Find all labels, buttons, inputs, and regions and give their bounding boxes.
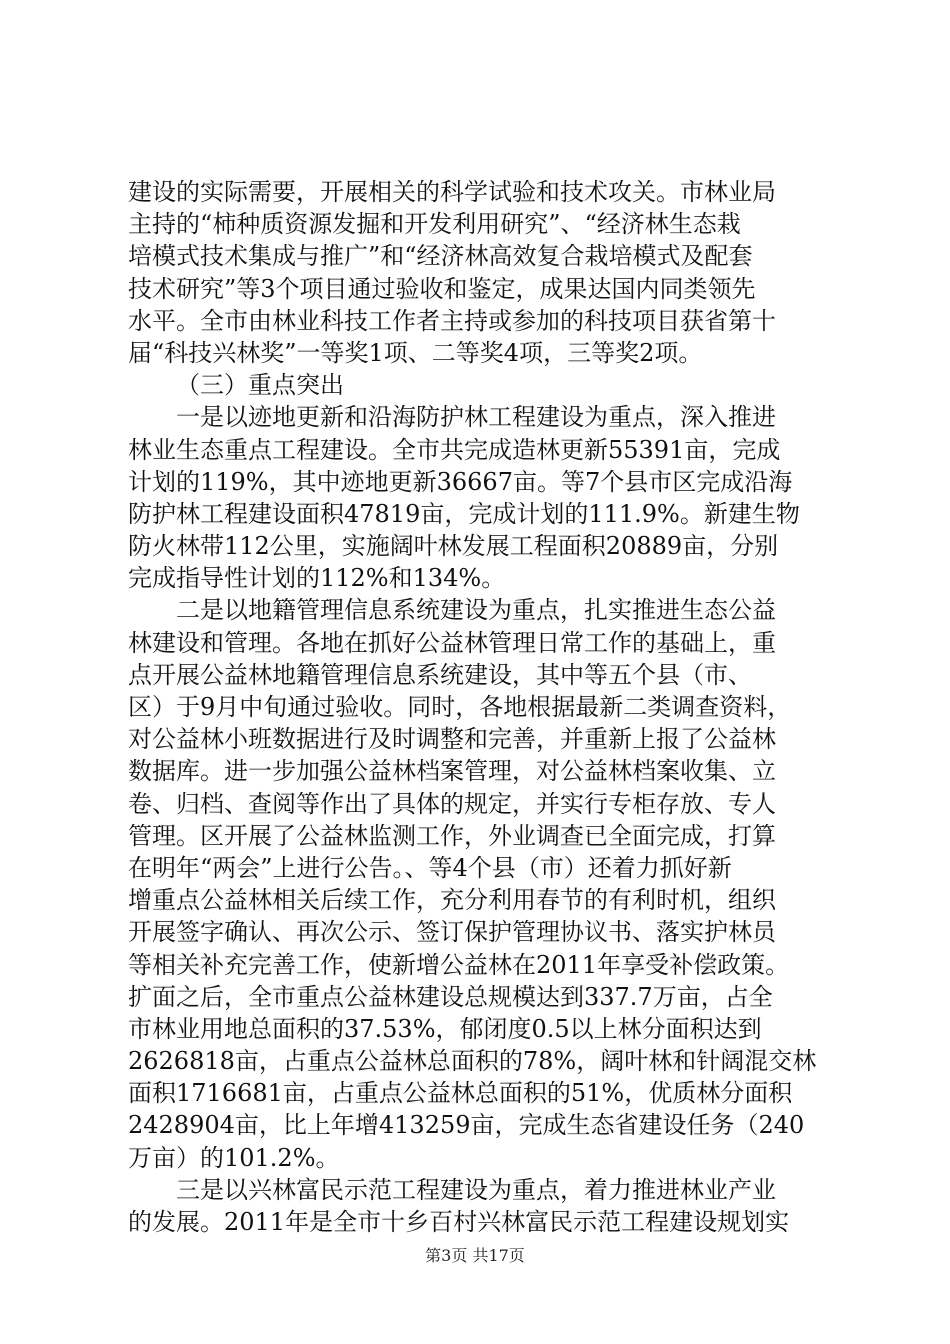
text-line: 培模式技术集成与推广”和“经济林高效复合栽培模式及配套	[128, 242, 753, 271]
text-line: 一是以迹地更新和沿海防护林工程建设为重点，深入推进	[176, 403, 776, 432]
text-line: 二是以地籍管理信息系统建设为重点，扎实推进生态公益	[176, 596, 776, 625]
text-line: 万亩）的101.2%。	[128, 1143, 340, 1172]
text-line: 建设的实际需要，开展相关的科学试验和技术攻关。市林业局	[128, 178, 776, 206]
text-line: 扩面之后，全市重点公益林建设总规模达到337.7万亩，占全	[128, 982, 773, 1011]
text-line: 开展签字确认、再次公示、签订保护管理协议书、落实护林员	[128, 918, 776, 947]
text-line: 防护林工程建设面积47819亩，完成计划的111.9%。新建生物	[128, 499, 800, 528]
text-line: 点开展公益林地籍管理信息系统建设，其中等五个县（市、	[128, 660, 752, 689]
text-line: 2428904亩，比上年增413259亩，完成生态省建设任务（240	[128, 1111, 805, 1140]
text-line: 完成指导性计划的112%和134%。	[128, 564, 506, 593]
text-line: 面积1716681亩，占重点公益林总面积的51%，优质林分面积	[128, 1079, 793, 1108]
text-line: 届“科技兴林奖”一等奖1项、二等奖4项，三等奖2项。	[128, 338, 703, 367]
page-footer: 第3页 共17页	[425, 1246, 525, 1265]
text-line: 技术研究”等3个项目通过验收和鉴定，成果达国内同类领先	[128, 274, 756, 303]
text-line: 卷、归档、查阅等作出了具体的规定，并实行专柜存放、专人	[128, 789, 776, 818]
text-line: 林建设和管理。各地在抓好公益林管理日常工作的基础上，重	[128, 628, 776, 657]
text-line: 数据库。进一步加强公益林档案管理，对公益林档案收集、立	[128, 757, 776, 786]
text-line: 区）于9月中旬通过验收。同时，各地根据最新二类调查资料，	[128, 693, 792, 721]
document-body	[128, 176, 828, 1238]
text-line: 的发展。2011年是全市十乡百村兴林富民示范工程建设规划实	[128, 1208, 790, 1236]
text-line: 等相关补充完善工作，使新增公益林在2011年享受补偿政策。	[128, 950, 790, 979]
text-line: （三）重点突出	[176, 371, 344, 400]
text-line: 计划的119%，其中迹地更新36667亩。等7个县市区完成沿海	[128, 467, 793, 496]
text-line: 林业生态重点工程建设。全市共完成造林更新55391亩，完成	[128, 435, 781, 464]
text-line: 管理。区开展了公益林监测工作，外业调查已全面完成，打算	[128, 821, 776, 850]
text-line: 防火林带112公里，实施阔叶林发展工程面积20889亩，分别	[128, 532, 779, 561]
text-line: 2626818亩，占重点公益林总面积的78%，阔叶林和针阔混交林	[128, 1047, 817, 1076]
text-line: 主持的“柿种质资源发掘和开发利用研究”、“经济林生态栽	[128, 210, 741, 239]
text-line: 对公益林小班数据进行及时调整和完善，并重新上报了公益林	[128, 725, 776, 754]
text-line: 三是以兴林富民示范工程建设为重点，着力推进林业产业	[176, 1175, 776, 1204]
text-line: 水平。全市由林业科技工作者主持或参加的科技项目获省第十	[128, 306, 776, 335]
text-line: 增重点公益林相关后续工作，充分利用春节的有利时机，组织	[128, 886, 776, 915]
text-line: 在明年“两会”上进行公告。、等4个县（市）还着力抓好新	[128, 853, 732, 882]
text-line: 市林业用地总面积的37.53%，郁闭度0.5以上林分面积达到	[128, 1014, 762, 1043]
